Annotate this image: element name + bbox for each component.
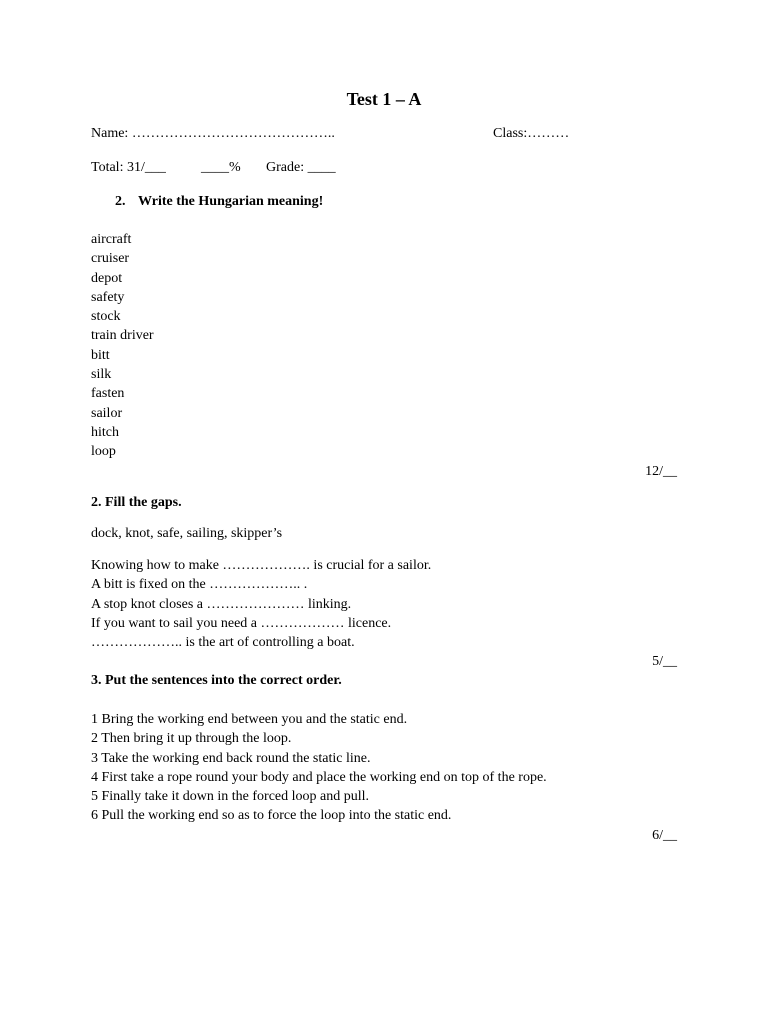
order-sentence: 4 First take a rope round your body and place the working end on top of the rope. — [91, 769, 547, 785]
order-sentence: 2 Then bring it up through the loop. — [91, 731, 292, 747]
name-field: Name: …………………………………….. — [91, 126, 335, 141]
gap-sentences — [91, 556, 431, 652]
vocab-word: bitt — [91, 347, 110, 363]
gap-sentence: A bitt is fixed on the ……………….. . — [91, 577, 308, 593]
grade-field: Grade: ____ — [266, 160, 336, 175]
vocab-word: aircraft — [91, 232, 132, 247]
order-sentence: 1 Bring the working end between you and the static end. — [91, 712, 408, 727]
vocabulary-list — [91, 230, 154, 462]
section3-heading: 3. Put the sentences into the correct order. — [91, 673, 342, 688]
order-sentence: 3 Take the working end back round the static line. — [91, 750, 371, 766]
vocab-word: loop — [91, 444, 116, 460]
vocab-word: hitch — [91, 424, 119, 440]
class-field: Class:……… — [493, 126, 570, 141]
section2-heading: 2. Fill the gaps. — [91, 495, 182, 510]
gap-sentence: Knowing how to make ………………. is crucial for a sailor. — [91, 558, 432, 573]
vocab-word: safety — [91, 289, 125, 305]
gap-sentence: A stop knot closes a ………………… linking. — [91, 596, 352, 612]
vocab-word: silk — [91, 367, 112, 383]
order-sentences — [91, 710, 547, 826]
vocab-word: cruiser — [91, 251, 130, 267]
section1-number: 2. — [115, 194, 126, 209]
word-bank: dock, knot, safe, sailing, skipper’s — [91, 526, 283, 541]
percent-field: ____% — [201, 160, 241, 175]
gap-sentence: If you want to sail you need a ……………… licence. — [91, 615, 392, 631]
vocab-word: sailor — [91, 405, 123, 421]
gap-sentence: ……………….. is the art of controlling a boat. — [91, 635, 355, 651]
total-field: Total: 31/___ — [91, 160, 166, 175]
test-title: Test 1 – A — [346, 89, 422, 109]
section1-score: 12/__ — [645, 464, 677, 479]
vocab-word: depot — [91, 270, 123, 286]
order-sentence: 6 Pull the working end so as to force the loop into the static end. — [91, 808, 452, 824]
vocab-word: fasten — [91, 386, 125, 402]
section2-score: 5/__ — [652, 654, 677, 669]
order-sentence: 5 Finally take it down in the forced loop and pull. — [91, 789, 370, 805]
section3-score: 6/__ — [652, 828, 677, 843]
vocab-word: train driver — [91, 328, 154, 344]
section1-heading: Write the Hungarian meaning! — [138, 194, 324, 209]
vocab-word: stock — [91, 309, 121, 325]
